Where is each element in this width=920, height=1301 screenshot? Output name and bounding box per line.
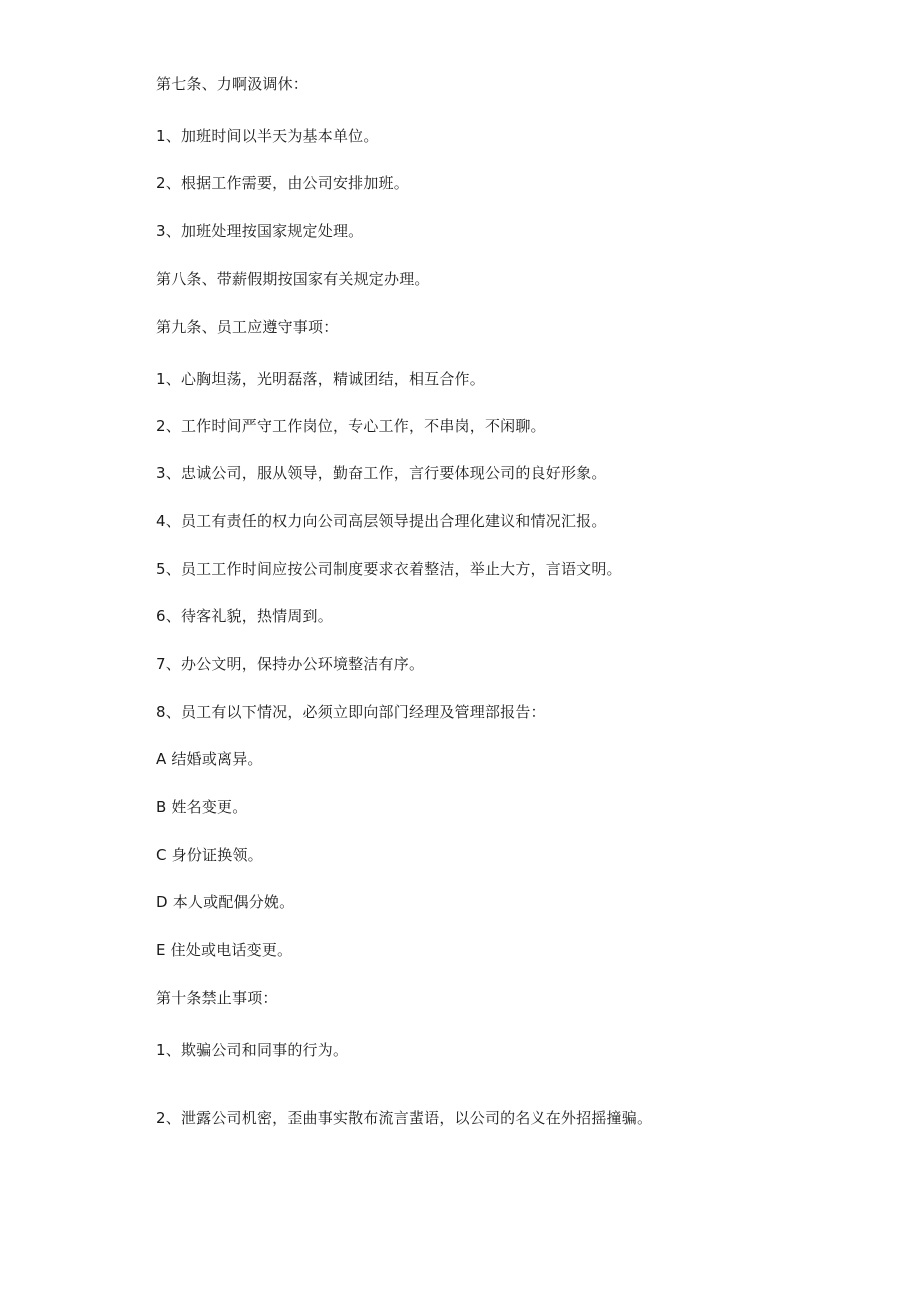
article-7-item-1: 1、加班时间以半天为基本单位。 <box>156 127 379 145</box>
article-9-item-8-b: B 姓名变更。 <box>156 798 248 816</box>
article-9-item-7: 7、办公文明，保持办公环境整洁有序。 <box>156 655 425 673</box>
article-7-item-2: 2、根据工作需要，由公司安排加班。 <box>156 174 409 192</box>
article-9-item-8: 8、员工有以下情况，必须立即向部门经理及管理部报告： <box>156 703 546 721</box>
article-8-heading: 第八条、带薪假期按国家有关规定办理。 <box>156 270 430 288</box>
article-9-item-3: 3、忠诚公司，服从领导，勤奋工作，言行要体现公司的良好形象。 <box>156 464 607 482</box>
article-9-item-8-c: C 身份证换领。 <box>156 846 263 864</box>
article-9-item-8-e: E 住处或电话变更。 <box>156 941 293 959</box>
article-9-item-5: 5、员工工作时间应按公司制度要求衣着整洁，举止大方，言语文明。 <box>156 560 622 578</box>
article-9-item-8-d: D 本人或配偶分娩。 <box>156 893 295 911</box>
article-7-heading: 第七条、力啊汲调休： <box>156 75 309 93</box>
article-9-item-6: 6、待客礼貌，热情周到。 <box>156 607 333 625</box>
article-9-item-2: 2、工作时间严守工作岗位，专心工作，不串岗，不闲聊。 <box>156 417 546 435</box>
article-10-heading: 第十条禁止事项： <box>156 989 278 1007</box>
article-9-heading: 第九条、员工应遵守事项： <box>156 318 339 336</box>
article-10-item-2: 2、泄露公司机密，歪曲事实散布流言蜚语，以公司的名义在外招摇撞骗。 <box>156 1109 653 1127</box>
article-9-item-1: 1、心胸坦荡，光明磊落，精诚团结，相互合作。 <box>156 370 485 388</box>
article-9-item-8-a: A 结婚或离异。 <box>156 750 263 768</box>
article-10-item-1: 1、欺骗公司和同事的行为。 <box>156 1041 349 1059</box>
article-9-item-4: 4、员工有责任的权力向公司高层领导提出合理化建议和情况汇报。 <box>156 512 607 530</box>
article-7-item-3: 3、加班处理按国家规定处理。 <box>156 222 364 240</box>
